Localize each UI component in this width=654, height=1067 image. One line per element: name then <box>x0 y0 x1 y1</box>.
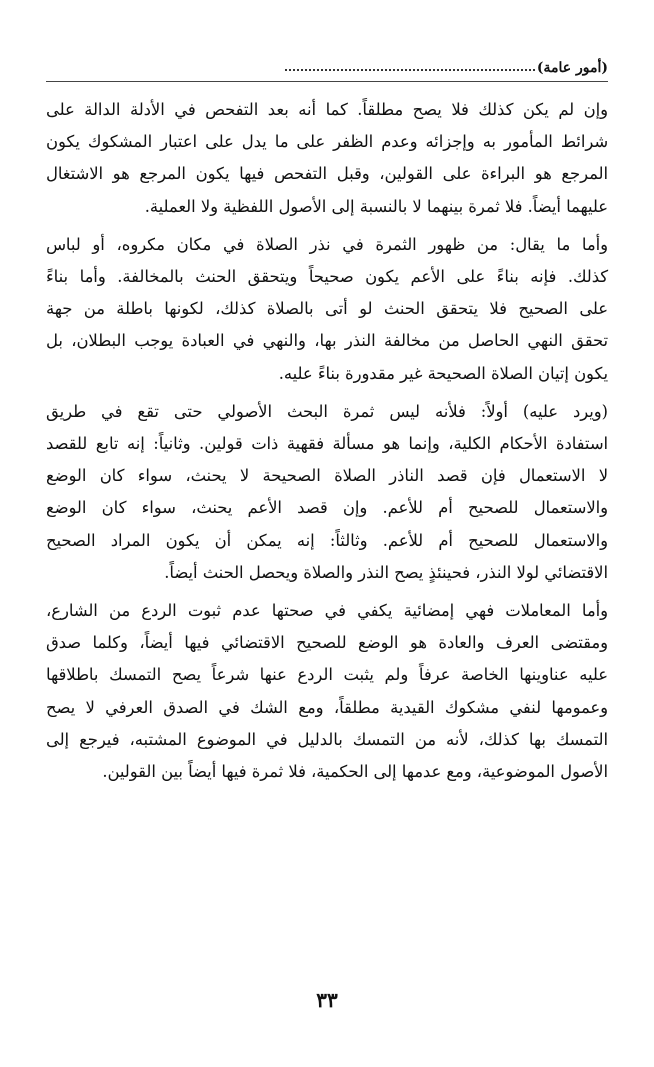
text-line: الأصول الموضوعية، ومع عدمها إلى الحكمية، فلا ثمرة فيها أيضاً بين القولين. <box>102 762 608 782</box>
text-line: والاستعمال للصحيح أم للأعم. وثالثاً: إنه يمكن أن يكون المراد الصحيح <box>46 530 608 550</box>
text-line: الاقتضائي لولا النذر، فحينئذٍ يصح النذر والصلاة ويحصل الحنث أيضاً. <box>164 562 608 582</box>
paragraph <box>46 229 608 390</box>
text-line: لا الاستعمال فإن قصد الناذر الصلاة الصحيحة لا يحنث، سواء كان الوضع <box>46 466 608 486</box>
page-number: ٣٣ <box>316 988 338 1012</box>
text-line: استفادة الأحكام الكلية، وإنما هو مسألة فقهية ذات قولين. وثانياً: إنه تابع للقصد <box>46 434 608 454</box>
paragraph <box>46 396 608 589</box>
text-line: عليه عناوينها الخاصة عرفاً ولم يثبت الردع عنها شرعاً يصح التمسك باطلاقها <box>46 665 608 685</box>
text-line: وعمومها لنفي مشكوك القيدية مطلقاً، ومع الشك في الصدق العرفي لا يصح <box>46 697 608 717</box>
running-header-title: (أمور عامة) <box>536 60 608 76</box>
text-line: وأما ما يقال: من ظهور الثمرة في نذر الصلاة في مكان مكروه، أو لباس <box>46 234 608 254</box>
header-dot-leader <box>285 68 535 71</box>
text-line: التمسك بها كذلك، لأنه من التمسك بالدليل في الموضوع المشتبه، فيرجع إلى <box>46 729 608 749</box>
text-line: وإن لم يكن كذلك فلا يصح مطلقاً. كما أنه بعد التفحص في الأدلة الدالة على <box>46 100 608 119</box>
text-line: (ويرد عليه) أولاً: فلأنه ليس ثمرة البحث الأصولي حتى تقع في طريق <box>46 401 608 421</box>
paragraph <box>46 595 608 788</box>
text-line: ومقتضى العرف والعادة هو الوضع للصحيح الاقتضائي فيها أيضاً، وكلما صدق <box>46 633 608 653</box>
text-line: تحقق النهي الحاصل من مخالفة النذر بها، والنهي في العبادة يوجب البطلان، بل <box>46 331 608 351</box>
text-line: عليهما أيضاً. فلا ثمرة بينهما لا بالنسبة إلى الأصول اللفظية ولا العملية. <box>144 196 608 216</box>
text-line: على الصحيح فلا يتحقق الحنث لو أتى بالصلاة كذلك، لكونها باطلة من جهة <box>46 299 608 319</box>
text-line: يكون إتيان الصلاة الصحيحة غير مقدورة بناءً عليه. <box>278 363 608 383</box>
header-rule <box>46 81 608 82</box>
running-header <box>46 52 608 76</box>
text-line: المرجع هو البراءة على القولين، وقبل التفحص فيها يكون المرجع هو الاشتغال <box>46 164 608 184</box>
text-line: والاستعمال للصحيح أم للأعم. وإن قصد الأعم يحنث، سواء كان الوضع <box>46 498 608 518</box>
text-line: وأما المعاملات فهي إمضائية يكفي في صحتها عدم ثبوت الردع من الشارع، <box>46 601 608 621</box>
text-line: شرائط المأمور به وإجزائه وعدم الظفر على ما يدل على اعتبار المشكوك يكون <box>46 132 608 152</box>
text-line: كذلك. فإنه بناءً على الأعم يكون صحيحاً ويتحقق الحنث بالمخالفة. وأما بناءً <box>46 267 608 287</box>
body-text <box>46 94 608 794</box>
paragraph <box>46 94 608 223</box>
